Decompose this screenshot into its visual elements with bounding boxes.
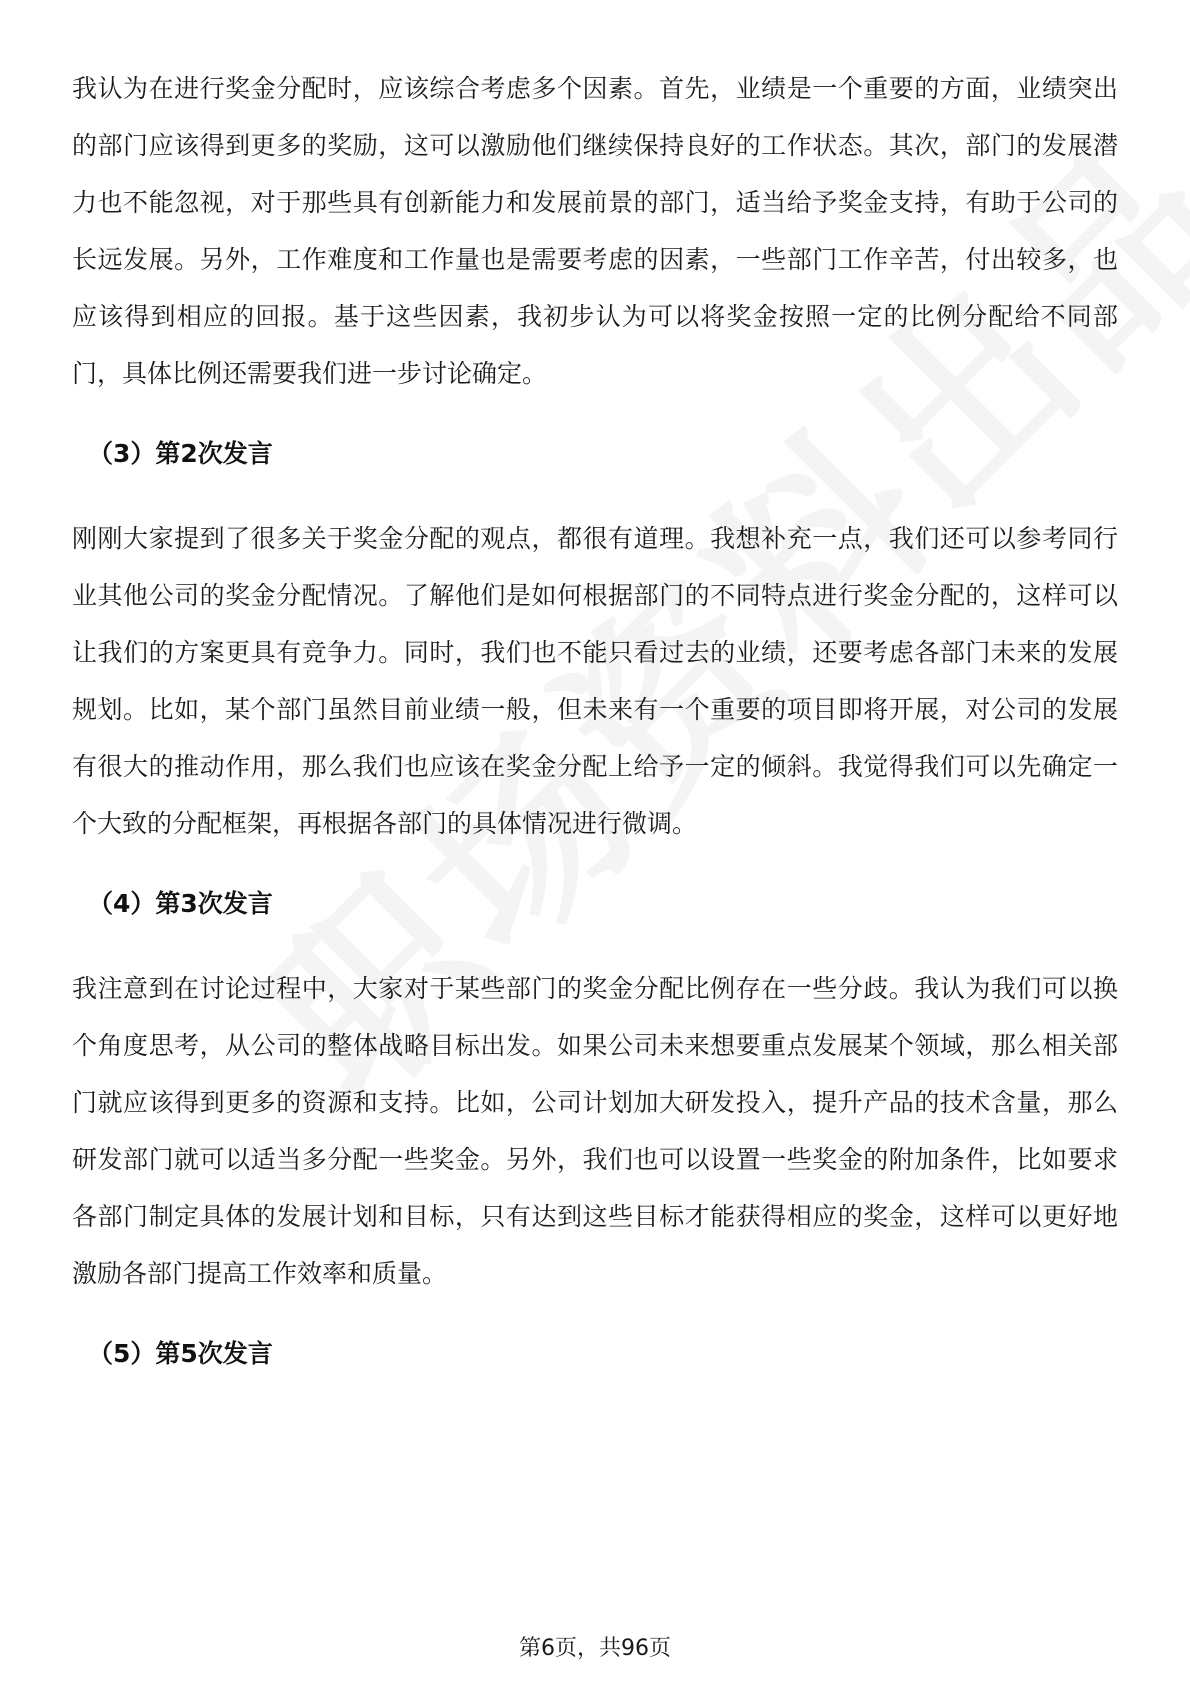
section-heading-4: （4）第3次发言 [88, 889, 273, 918]
speech-paragraph-3: 我注意到在讨论过程中，大家对于某些部门的奖金分配比例存在一些分歧。我认为我们可以换个角度思考，从公司的整体战略目标出发。如果公司未来想要重点发展某个领域，那么相关部门就应该得到更多的资源和支持。比如，公司计划加大研发投入，提升产品的技术含量，那么研发部门就可以适当多分配一些奖金。另外，我们也可以设置一些奖金的附加条件，比如要求各部门制定具体的发展计划和目标，只有达到这些目标才能获得相应的奖金，这样可以更好地激励各部门提高工作效率和质量。 [72, 974, 1118, 1288]
page-footer [0, 1634, 1190, 1664]
page-number-label: 第6页，共96页 [519, 1636, 671, 1661]
document-body [72, 60, 1118, 1374]
section-heading-3: （3）第2次发言 [88, 439, 273, 468]
speech-paragraph-2: 刚刚大家提到了很多关于奖金分配的观点，都很有道理。我想补充一点，我们还可以参考同行业其他公司的奖金分配情况。了解他们是如何根据部门的不同特点进行奖金分配的，这样可以让我们的方案更具有竞争力。同时，我们也不能只看过去的业绩，还要考虑各部门未来的发展规划。比如，某个部门虽然目前业绩一般，但未来有一个重要的项目即将开展，对公司的发展有很大的推动作用，那么我们也应该在奖金分配上给予一定的倾斜。我觉得我们可以先确定一个大致的分配框架，再根据各部门的具体情况进行微调。 [72, 524, 1118, 838]
speech-paragraph-1: 我认为在进行奖金分配时，应该综合考虑多个因素。首先，业绩是一个重要的方面，业绩突出的部门应该得到更多的奖励，这可以激励他们继续保持良好的工作状态。其次，部门的发展潜力也不能忽视，对于那些具有创新能力和发展前景的部门，适当给予奖金支持，有助于公司的长远发展。另外，工作难度和工作量也是需要考虑的因素，一些部门工作辛苦，付出较多，也应该得到相应的回报。基于这些因素，我初步认为可以将奖金按照一定的比例分配给不同部门，具体比例还需要我们进一步讨论确定。 [72, 74, 1118, 388]
section-heading-5: （5）第5次发言 [88, 1339, 273, 1368]
